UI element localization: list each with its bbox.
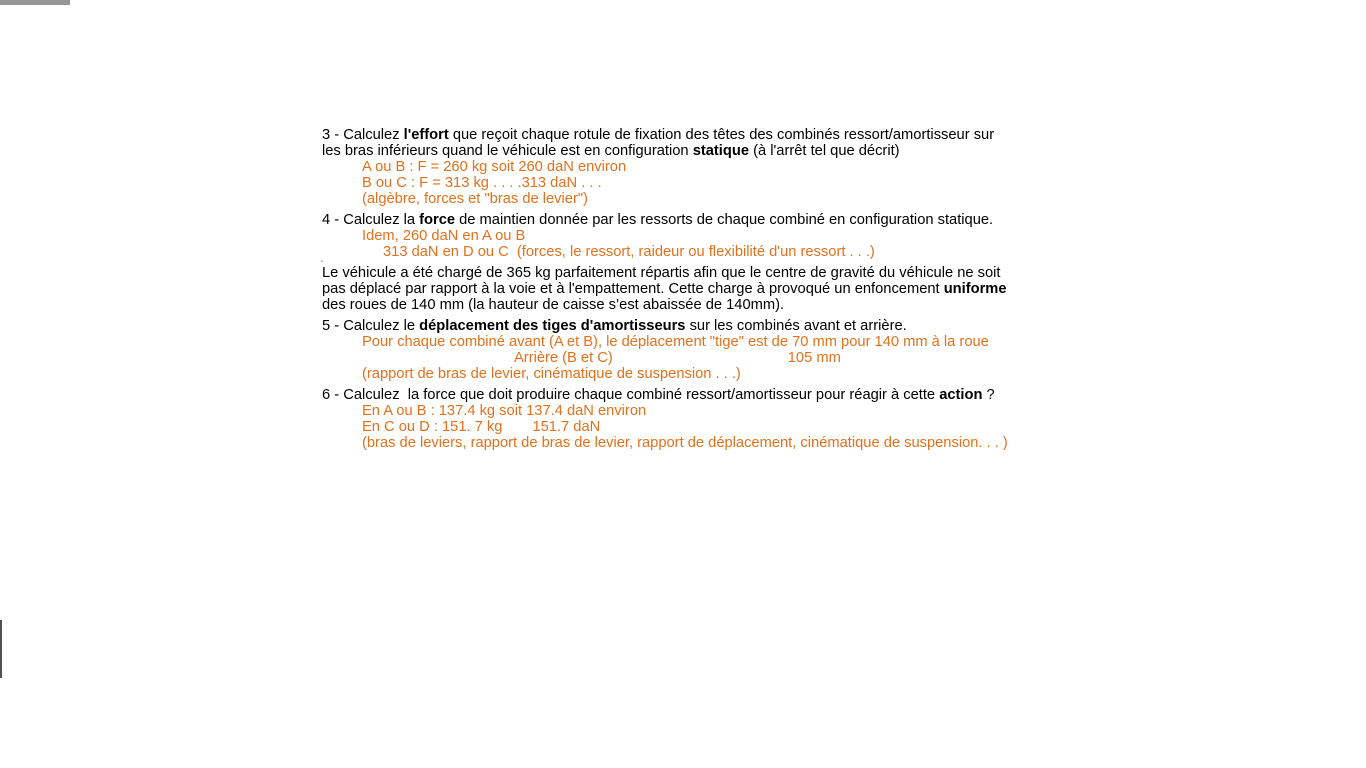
text-segment: uniforme bbox=[943, 281, 1007, 297]
question-4 bbox=[322, 212, 1042, 260]
text-segment: action bbox=[939, 387, 983, 403]
question-line bbox=[322, 212, 1042, 228]
answer-line bbox=[322, 191, 1042, 207]
load-statement bbox=[322, 265, 1042, 313]
text-segment: que reçoit chaque rotule de fixation des têtes des combinés ressort/amortisseur sur bbox=[448, 127, 995, 143]
text-segment: En A ou B : 137.4 kg soit 137.4 daN environ bbox=[362, 403, 647, 419]
text-segment: (à l'arrêt tel que décrit) bbox=[749, 143, 900, 159]
text-segment: de maintien donnée par les ressorts de chaque combiné en configuration statique. bbox=[455, 212, 994, 228]
answer-line bbox=[322, 244, 1042, 260]
text-segment: 313 daN en D ou C (forces, le ressort, raideur ou flexibilité d'un ressort . . .) bbox=[383, 244, 875, 260]
stray-period-mark: . bbox=[320, 249, 324, 265]
question-3 bbox=[322, 127, 1042, 207]
question-line bbox=[322, 297, 1042, 313]
question-line bbox=[322, 281, 1042, 297]
text-segment: Idem, 260 daN en A ou B bbox=[362, 228, 526, 244]
text-segment: 151.7 daN bbox=[532, 419, 601, 435]
text-segment: B ou C : F = 313 kg . . . .313 daN . . . bbox=[362, 175, 602, 191]
text-segment: A ou B : F = 260 kg soit 260 daN environ bbox=[362, 159, 627, 175]
text-segment: des roues de 140 mm (la hauteur de caisse s’est abaissée de 140mm). bbox=[322, 297, 785, 313]
answer-line bbox=[322, 228, 1042, 244]
answer-line bbox=[322, 419, 1042, 435]
text-segment: statique bbox=[692, 143, 749, 159]
answer-line bbox=[322, 350, 1042, 366]
text-segment: 105 mm bbox=[787, 350, 841, 366]
question-6 bbox=[322, 387, 1042, 451]
answer-line bbox=[322, 159, 1042, 175]
text-segment: force bbox=[419, 212, 456, 228]
text-segment: pas déplacé par rapport à la voie et à l'empattement. Cette charge à provoqué un enfoncement bbox=[322, 281, 944, 297]
question-line bbox=[322, 318, 1042, 334]
text-segment: 4 - Calculez la bbox=[322, 212, 420, 228]
worksheet-content bbox=[322, 127, 1042, 456]
question-line bbox=[322, 143, 1042, 159]
text-segment: En C ou D : 151. 7 kg bbox=[362, 419, 503, 435]
text-segment: (bras de leviers, rapport de bras de levier, rapport de déplacement, cinématique de suspension. . . ) bbox=[362, 435, 1008, 451]
text-segment: (rapport de bras de levier, cinématique de suspension . . .) bbox=[362, 366, 741, 382]
text-segment: (algèbre, forces et "bras de levier") bbox=[362, 191, 588, 207]
text-segment: 3 - Calculez bbox=[322, 127, 404, 143]
text-segment: 6 - Calculez la force que doit produire chaque combiné ressort/amortisseur pour réagir à cette bbox=[322, 387, 940, 403]
text-segment: Le véhicule a été chargé de 365 kg parfaitement répartis afin que le centre de gravité du véhicule ne soit bbox=[322, 265, 1001, 281]
question-line bbox=[322, 127, 1042, 143]
text-segment: ? bbox=[982, 387, 995, 403]
text-segment: 5 - Calculez le bbox=[322, 318, 420, 334]
answer-line bbox=[322, 175, 1042, 191]
answer-line bbox=[322, 435, 1042, 451]
answer-line bbox=[322, 334, 1042, 350]
question-5 bbox=[322, 318, 1042, 382]
text-segment: Pour chaque combiné avant (A et B), le déplacement "tige" est de 70 mm pour 140 mm à la roue bbox=[362, 334, 989, 350]
text-segment: l'effort bbox=[403, 127, 449, 143]
answer-line bbox=[322, 403, 1042, 419]
text-segment: Arrière (B et C) bbox=[514, 350, 613, 366]
text-segment: les bras inférieurs quand le véhicule est en configuration bbox=[322, 143, 693, 159]
question-line bbox=[322, 387, 1042, 403]
text-segment: déplacement des tiges d'amortisseurs bbox=[419, 318, 686, 334]
text-segment: sur les combinés avant et arrière. bbox=[685, 318, 907, 334]
answer-line bbox=[322, 366, 1042, 382]
question-line bbox=[322, 265, 1042, 281]
scan-artifact-left-line bbox=[0, 620, 2, 678]
scan-artifact-top-bar bbox=[0, 0, 70, 5]
